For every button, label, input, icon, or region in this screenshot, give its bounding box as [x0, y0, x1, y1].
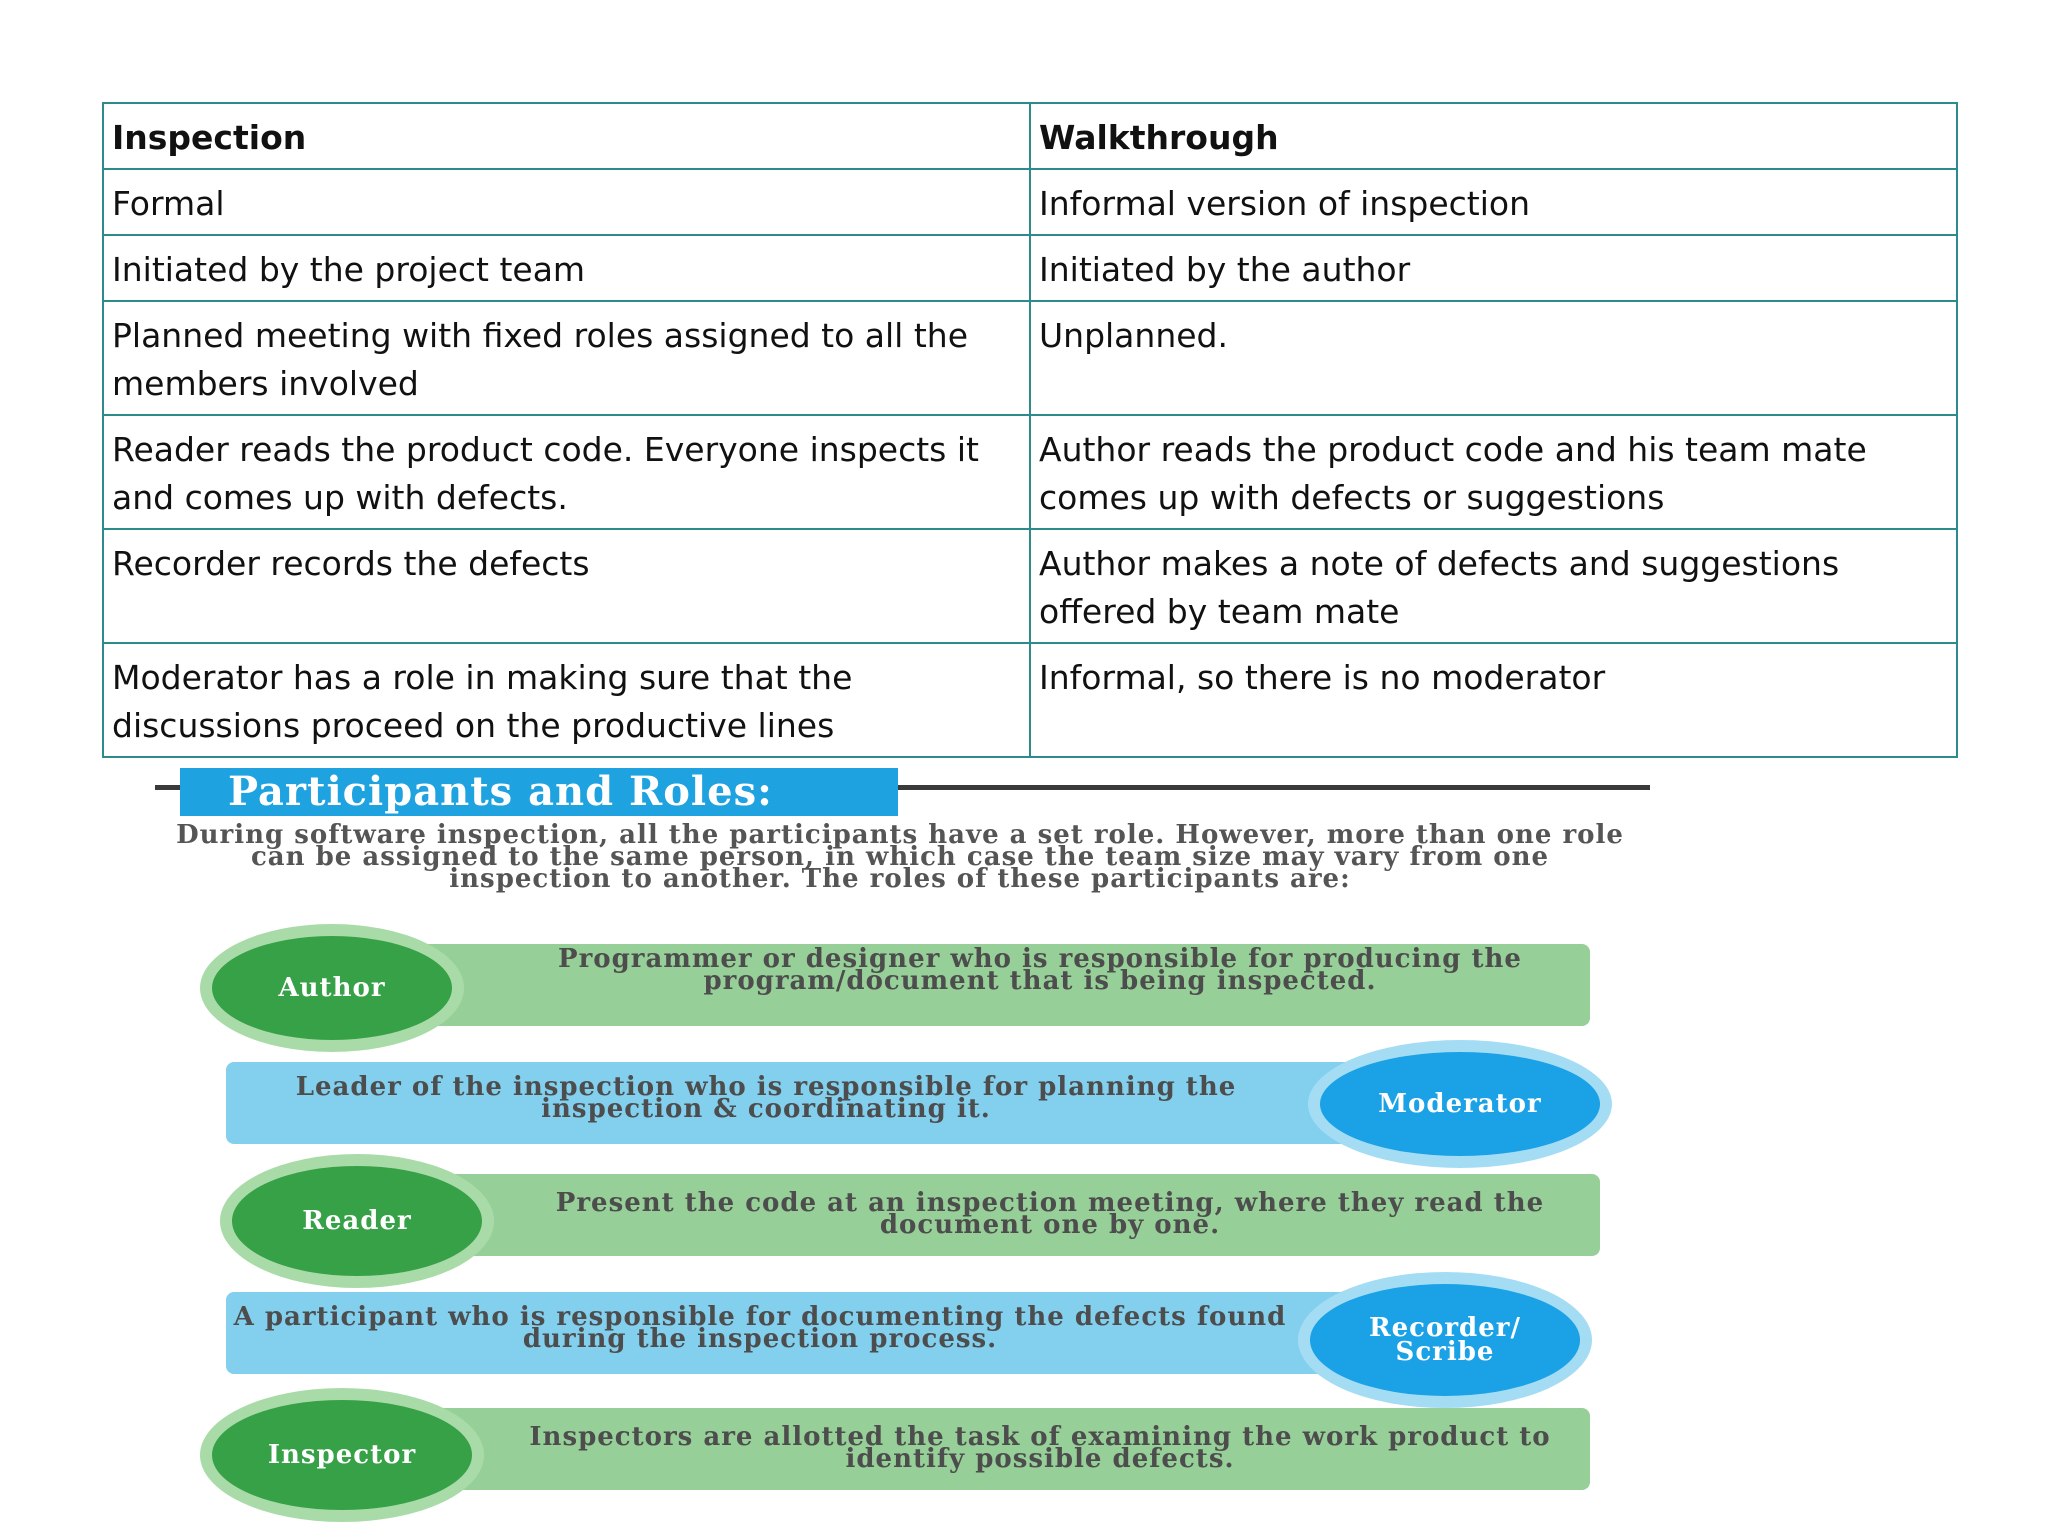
role-description-author: Programmer or designer who is responsible for producing the program/document that is being inspected.: [558, 944, 1522, 996]
comparison-table: [102, 102, 1958, 758]
table-header-row: [103, 103, 1957, 169]
walkthrough-cell: Informal version of inspection: [1030, 169, 1957, 235]
header-walkthrough: Walkthrough: [1030, 103, 1957, 169]
inspection-cell: Planned meeting with fixed roles assigned to all the members involved: [103, 301, 1030, 415]
title-banner: [180, 768, 898, 816]
role-name-recorder: Recorder/ Scribe: [1369, 1313, 1521, 1367]
table-row: [103, 643, 1957, 757]
role-badge-moderator: [1320, 1052, 1600, 1156]
walkthrough-cell: Author reads the product code and his team mate comes up with defects or suggestions: [1030, 415, 1957, 529]
inspection-cell: Moderator has a role in making sure that the discussions proceed on the productive lines: [103, 643, 1030, 757]
table-row: [103, 301, 1957, 415]
table-row: [103, 169, 1957, 235]
role-name-inspector: Inspector: [267, 1440, 417, 1470]
role-name-author: Author: [278, 973, 386, 1003]
inspection-cell: Recorder records the defects: [103, 529, 1030, 643]
walkthrough-cell: Author makes a note of defects and suggestions offered by team mate: [1030, 529, 1957, 643]
role-description-recorder: A participant who is responsible for documenting the defects found during the inspection process.: [233, 1302, 1287, 1354]
role-description-moderator: Leader of the inspection who is responsible for planning the inspection & coordinating it.: [295, 1072, 1237, 1124]
role-badge-recorder: [1310, 1284, 1580, 1396]
inspection-cell: Reader reads the product code. Everyone inspects it and comes up with defects.: [103, 415, 1030, 529]
inspection-cell: Initiated by the project team: [103, 235, 1030, 301]
role-badge-author: [212, 936, 452, 1040]
walkthrough-cell: Informal, so there is no moderator: [1030, 643, 1957, 757]
role-name-moderator: Moderator: [1378, 1089, 1542, 1119]
infographic-intro: During software inspection, all the participants have a set role. However, more than one role can be assigned to the same person, in which case the team size may vary from one inspection to another. The roles of these participants are:: [176, 820, 1624, 894]
role-badge-inspector: [212, 1400, 472, 1510]
role-name-reader: Reader: [302, 1206, 412, 1236]
roles-infographic: [150, 768, 1650, 1528]
role-badge-reader: [232, 1166, 482, 1276]
table-row: [103, 529, 1957, 643]
table-row: [103, 235, 1957, 301]
inspection-cell: Formal: [103, 169, 1030, 235]
table-row: [103, 415, 1957, 529]
role-description-reader: Present the code at an inspection meeting, where they read the document one by one.: [555, 1188, 1545, 1240]
role-description-inspector: Inspectors are allotted the task of examining the work product to identify possible defects.: [529, 1422, 1551, 1474]
walkthrough-cell: Initiated by the author: [1030, 235, 1957, 301]
walkthrough-cell: Unplanned.: [1030, 301, 1957, 415]
infographic-title: Participants and Roles:: [228, 768, 773, 815]
header-inspection: Inspection: [103, 103, 1030, 169]
